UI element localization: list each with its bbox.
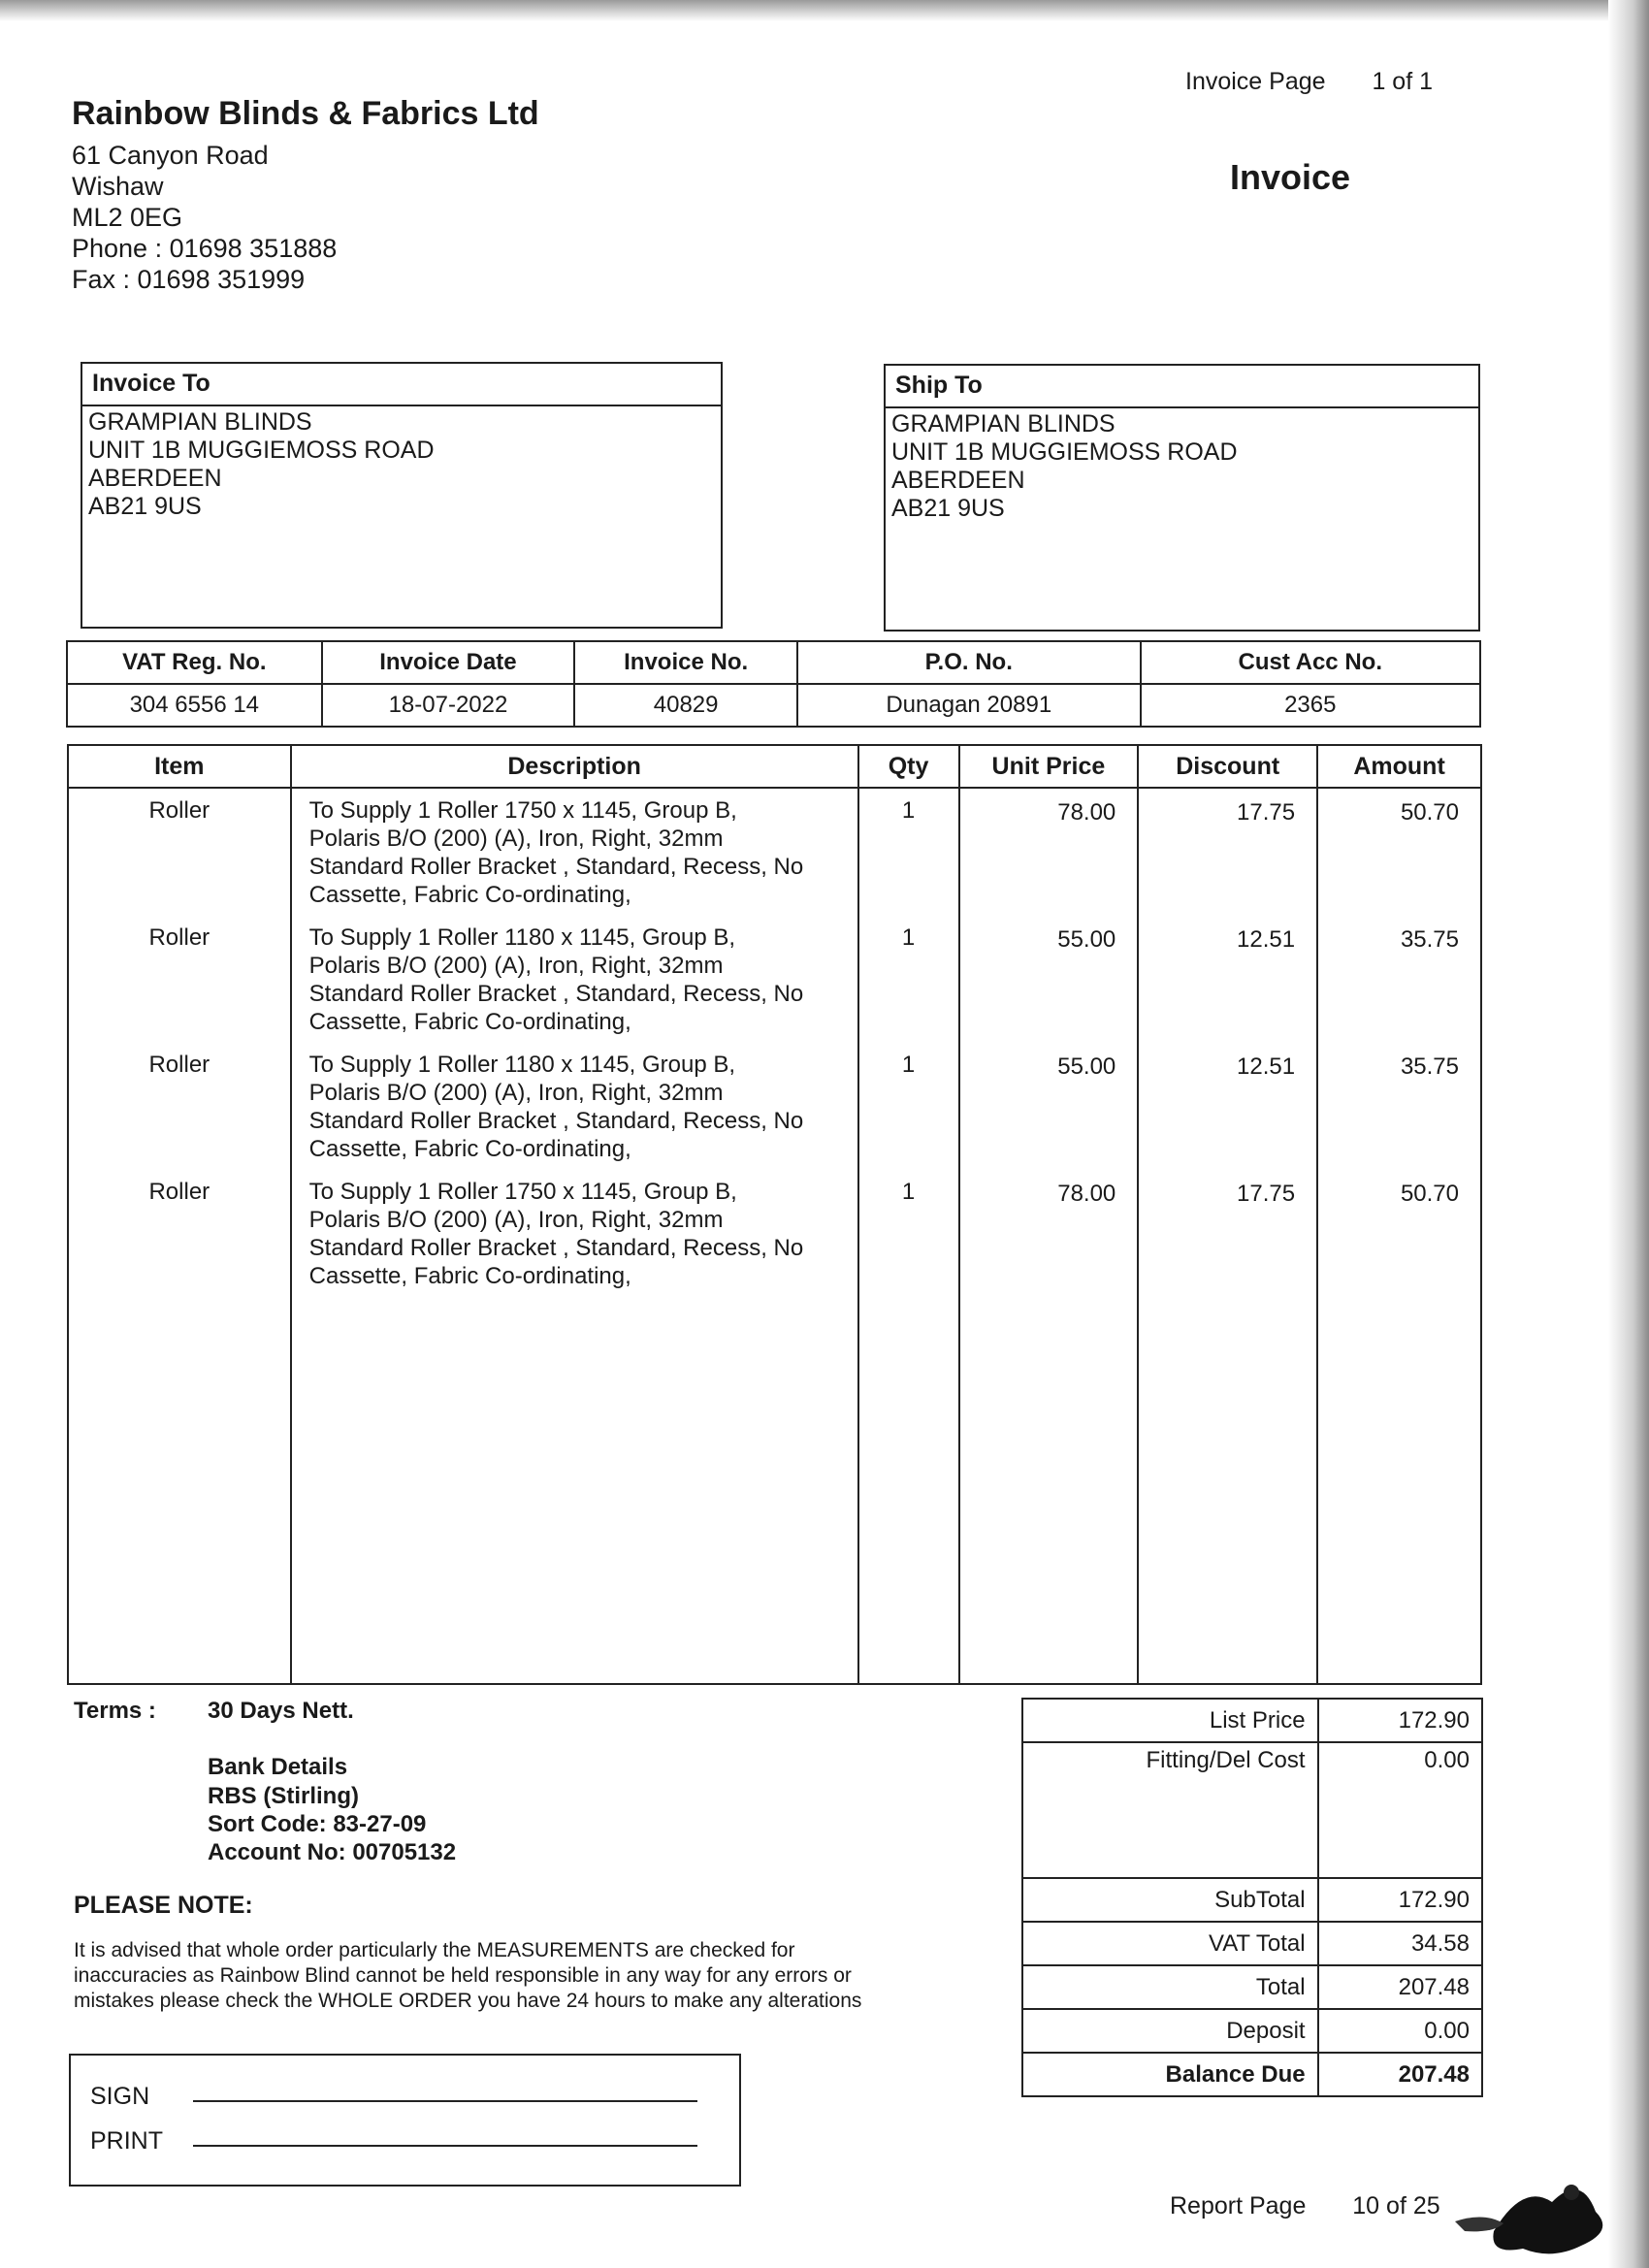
bank-account-no: Account No: 00705132 <box>208 1839 457 1865</box>
table-row-discount: 12.51 <box>1237 1053 1296 1080</box>
page-indicator-label: Invoice Page <box>1185 68 1326 95</box>
sign-label: SIGN <box>90 2083 150 2110</box>
total-label: Total <box>1022 1965 1318 2009</box>
po-no-header: P.O. No. <box>797 641 1141 684</box>
company-phone: Phone : 01698 351888 <box>72 234 338 263</box>
table-row-description: To Supply 1 Roller 1180 x 1145, Group B, Polaris B/O (200) (A), Iron, Right, 32mm Standard Roller Bracket , Standard, Recess, No Cassette, Fabric Co-ordinating, <box>308 924 804 1035</box>
total-value: 207.48 <box>1318 1965 1482 2009</box>
table-row-description: To Supply 1 Roller 1180 x 1145, Group B, Polaris B/O (200) (A), Iron, Right, 32mm Standard Roller Bracket , Standard, Recess, No Cassette, Fabric Co-ordinating, <box>308 1052 804 1162</box>
table-row-discount: 17.75 <box>1237 1181 1296 1207</box>
invoice-to-line: AB21 9US <box>88 493 202 520</box>
table-row-item: Roller <box>148 1179 210 1205</box>
scan-edge-top <box>0 0 1649 21</box>
table-row-description: To Supply 1 Roller 1750 x 1145, Group B, Polaris B/O (200) (A), Iron, Right, 32mm Standard Roller Bracket , Standard, Recess, No Cassette, Fabric Co-ordinating, <box>308 1179 804 1289</box>
list-price-label: List Price <box>1022 1699 1318 1742</box>
unit-price-header: Unit Price <box>959 745 1139 788</box>
table-body-row <box>68 788 1481 1684</box>
ink-smudge-icon <box>1436 2163 1620 2260</box>
description-header: Description <box>291 745 858 788</box>
deposit-label: Deposit <box>1022 2009 1318 2053</box>
company-name: Rainbow Blinds & Fabrics Ltd <box>72 95 539 132</box>
table-row-unit-price: 55.00 <box>1057 926 1116 953</box>
vat-total-label: VAT Total <box>1022 1922 1318 1965</box>
invoice-to-line: UNIT 1B MUGGIEMOSS ROAD <box>88 437 435 464</box>
item-header: Item <box>68 745 291 788</box>
fitting-label: Fitting/Del Cost <box>1022 1742 1318 1878</box>
sign-line[interactable] <box>193 2100 697 2102</box>
page-indicator-value: 1 of 1 <box>1372 68 1434 95</box>
balance-due-value: 207.48 <box>1318 2053 1482 2096</box>
table-row-discount: 12.51 <box>1237 926 1296 953</box>
line-items-table <box>67 744 1482 1685</box>
invoice-info-table <box>66 640 1481 728</box>
vat-reg-value: 304 6556 14 <box>67 684 322 727</box>
company-address-line: 61 Canyon Road <box>72 141 269 170</box>
totals-table <box>1021 1698 1483 2097</box>
company-address-line: ML2 0EG <box>72 203 183 232</box>
cust-acc-value: 2365 <box>1141 684 1480 727</box>
table-row-qty: 1 <box>901 1052 916 1078</box>
table-row-qty: 1 <box>901 797 916 824</box>
ship-to-line: AB21 9US <box>891 495 1005 522</box>
table-row-unit-price: 55.00 <box>1057 1053 1116 1080</box>
report-page-value: 10 of 25 <box>1352 2192 1440 2219</box>
page-indicator <box>1185 68 1433 96</box>
print-label: PRINT <box>90 2127 163 2155</box>
note-heading: PLEASE NOTE: <box>74 1892 253 1919</box>
table-row-item: Roller <box>148 797 210 824</box>
ship-to-line: GRAMPIAN BLINDS <box>891 410 1116 437</box>
invoice-date-header: Invoice Date <box>322 641 575 684</box>
amount-header: Amount <box>1317 745 1481 788</box>
bank-details-heading: Bank Details <box>208 1754 348 1780</box>
bank-sort-code: Sort Code: 83-27-09 <box>208 1811 427 1837</box>
cust-acc-header: Cust Acc No. <box>1141 641 1480 684</box>
ship-to-line: UNIT 1B MUGGIEMOSS ROAD <box>891 438 1238 466</box>
vat-total-value: 34.58 <box>1318 1922 1482 1965</box>
invoice-to-line: GRAMPIAN BLINDS <box>88 408 312 436</box>
fitting-value: 0.00 <box>1318 1742 1482 1878</box>
terms-value: 30 Days Nett. <box>208 1698 354 1724</box>
signature-box <box>69 2054 741 2187</box>
table-row-amount: 50.70 <box>1400 799 1459 826</box>
company-address-line: Wishaw <box>72 172 164 201</box>
table-row-description: To Supply 1 Roller 1750 x 1145, Group B, Polaris B/O (200) (A), Iron, Right, 32mm Standard Roller Bracket , Standard, Recess, No Cassette, Fabric Co-ordinating, <box>308 797 804 908</box>
subtotal-value: 172.90 <box>1318 1878 1482 1922</box>
document-title: Invoice <box>1230 157 1351 197</box>
table-row-item: Roller <box>148 1052 210 1078</box>
invoice-to-line: ABERDEEN <box>88 465 222 492</box>
table-row-unit-price: 78.00 <box>1057 799 1116 826</box>
report-page-indicator <box>1170 2192 1440 2220</box>
vat-reg-header: VAT Reg. No. <box>67 641 322 684</box>
invoice-to-heading: Invoice To <box>82 364 721 406</box>
print-line[interactable] <box>193 2145 697 2147</box>
invoice-no-header: Invoice No. <box>574 641 797 684</box>
table-row-qty: 1 <box>901 1179 916 1205</box>
table-row-qty: 1 <box>901 924 916 951</box>
deposit-value: 0.00 <box>1318 2009 1482 2053</box>
po-no-value: Dunagan 20891 <box>797 684 1141 727</box>
qty-header: Qty <box>858 745 959 788</box>
balance-due-label: Balance Due <box>1022 2053 1318 2096</box>
invoice-to-box <box>81 362 723 629</box>
ship-to-box <box>884 364 1480 632</box>
table-row-amount: 35.75 <box>1400 926 1459 953</box>
list-price-value: 172.90 <box>1318 1699 1482 1742</box>
terms-label: Terms : <box>74 1698 156 1724</box>
discount-header: Discount <box>1138 745 1317 788</box>
bank-name: RBS (Stirling) <box>208 1783 359 1809</box>
ship-to-heading: Ship To <box>886 366 1478 408</box>
table-row-amount: 50.70 <box>1400 1181 1459 1207</box>
company-fax: Fax : 01698 351999 <box>72 265 306 294</box>
table-row-discount: 17.75 <box>1237 799 1296 826</box>
scan-edge-right <box>1608 0 1649 2268</box>
report-page-label: Report Page <box>1170 2192 1307 2219</box>
table-row-item: Roller <box>148 924 210 951</box>
table-row-amount: 35.75 <box>1400 1053 1459 1080</box>
invoice-no-value: 40829 <box>574 684 797 727</box>
ship-to-line: ABERDEEN <box>891 467 1025 494</box>
note-text: It is advised that whole order particularly the MEASUREMENTS are checked for inaccuracies as Rainbow Blind cannot be held responsible in any way for any errors or mistakes please check the WHOLE ORDER you have 24 hours to make any alterations <box>74 1939 862 2012</box>
invoice-date-value: 18-07-2022 <box>322 684 575 727</box>
subtotal-label: SubTotal <box>1022 1878 1318 1922</box>
table-row-unit-price: 78.00 <box>1057 1181 1116 1207</box>
